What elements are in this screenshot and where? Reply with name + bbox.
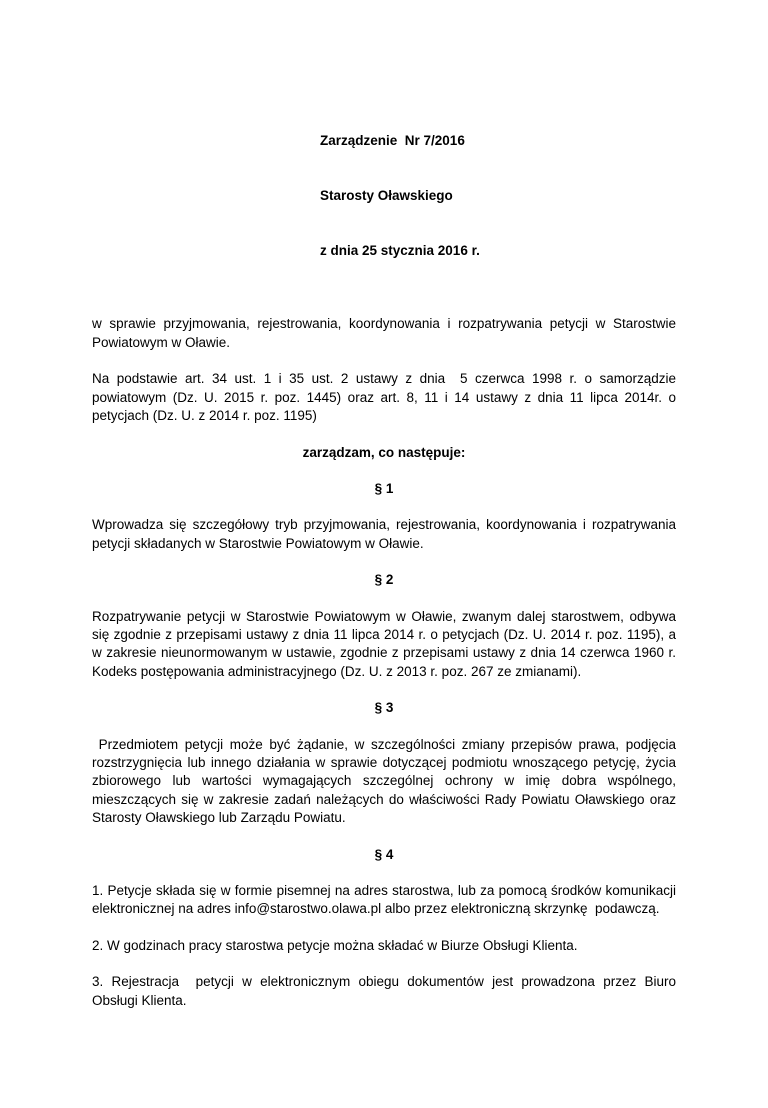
section-4-heading: § 4 — [374, 846, 394, 862]
legal-basis-paragraph: Na podstawie art. 34 ust. 1 i 35 ust. 2 ustawy z dnia 5 czerwca 1998 r. o samorządzie powiatowym (Dz. U. 2015 r. poz. 1445) oraz art. 8, 11 i 14 ustawy z dnia 11 lipca 2014r. o petycjach (Dz. U. z 2014 r. poz. 1195) — [92, 371, 680, 424]
section-1 — [92, 480, 680, 553]
title-line-date: z dnia 25 stycznia 2016 r. — [320, 243, 480, 259]
section-1-heading: § 1 — [374, 480, 394, 496]
title-line-ordinance-number: Zarządzenie Nr 7/2016 — [320, 132, 465, 148]
subject-paragraph: w sprawie przyjmowania, rejestrowania, koordynowania i rozpatrywania petycji w Starostwie Powiatowym w Oławie. — [92, 316, 680, 350]
section-4-paragraph-1: 1. Petycje składa się w formie pisemnej na adres starostwa, lub za pomocą środków komunikacji elektronicznej na adres info@starostwo.olawa.pl albo przez elektroniczną skrzynkę podawczą. — [92, 883, 680, 917]
section-3-heading: § 3 — [374, 700, 394, 716]
document-title — [320, 95, 676, 297]
section-4-paragraph-2: 2. W godzinach pracy starostwa petycje można składać w Biurze Obsługi Klienta. — [92, 937, 578, 953]
section-2-heading: § 2 — [374, 572, 394, 588]
section-3-paragraph-1: Przedmiotem petycji może być żądanie, w szczególności zmiany przepisów prawa, podjęcia rozstrzygnięcia lub innego działania w sprawie dotyczącej podmiotu wnoszącego petycję, życia zbiorowego lub wartości wymagających szczególnej ochrony w imię dobra wspólnego, mieszczących się w zakresie zadań należących do właściwości Rady Powiatu Oławskiego oraz Starosty Oławskiego lub Zarządu Powiatu. — [92, 736, 680, 826]
section-1-paragraph-1: Wprowadza się szczegółowy tryb przyjmowania, rejestrowania, koordynowania i rozpatrywania petycji składanych w Starostwie Powiatowym w Oławie. — [92, 517, 680, 551]
section-2 — [92, 571, 680, 681]
section-2-paragraph-1: Rozpatrywanie petycji w Starostwie Powiatowym w Oławie, zwanym dalej starostwem, odbywa się zgodnie z przepisami ustawy z dnia 11 lipca 2014 r. o petycjach (Dz. U. 2014 r. poz. 1195), a w zakresie nieunormowanym w ustawie, zgodnie z przepisami ustawy z dnia 14 czerwca 1960 r. Kodeks postępowania administracyjnego (Dz. U. z 2013 r. poz. 267 ze zmianami). — [92, 608, 680, 679]
section-4 — [92, 846, 684, 1010]
section-4-paragraph-3: 3. Rejestracja petycji w elektronicznym obiegu dokumentów jest prowadzona przez Biuro Obsługi Klienta. — [92, 974, 684, 1008]
section-3 — [92, 699, 680, 827]
title-line-authority: Starosty Oławskiego — [320, 188, 453, 204]
order-heading: zarządzam, co następuje: — [302, 444, 466, 460]
